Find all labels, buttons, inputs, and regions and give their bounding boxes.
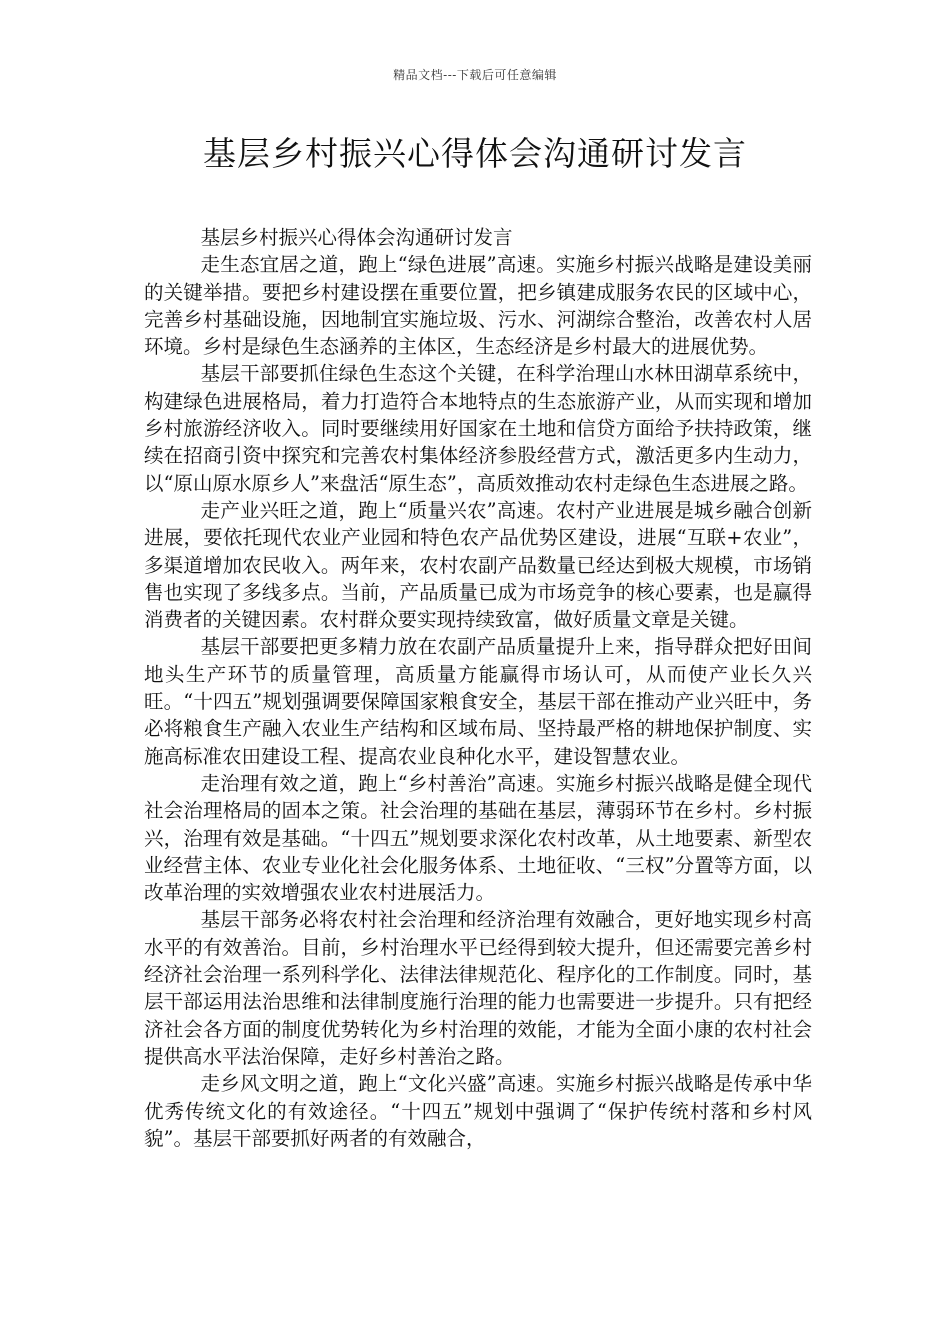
document-title: 基层乡村振兴心得体会沟通研讨发言 xyxy=(203,134,747,173)
document-body xyxy=(144,224,812,1152)
body-paragraph: 基层干部务必将农村社会治理和经济治理有效融合，更好地实现乡村高水平的有效善治。目前，乡村治理水平已经得到较大提升，但还需要完善乡村经济社会治理一系列科学化、法律法律规范化、程序化的工作制度。同时，基层干部运用法治思维和法律制度施行治理的能力也需要进一步提升。只有把经济社会各方面的制度优势转化为乡村治理的效能，才能为全面小康的农村社会提供高水平法治保障，走好乡村善治之路。 xyxy=(144,908,812,1068)
body-paragraph: 走治理有效之道，跑上“乡村善治”高速。实施乡村振兴战略是健全现代社会治理格局的固本之策。社会治理的基础在基层，薄弱环节在乡村。乡村振兴，治理有效是基础。“十四五”规划要求深化农村改革，从土地要素、新型农业经营主体、农业专业化社会化服务体系、土地征收、“三权”分置等方面，以改革治理的实效增强农业农村进展活力。 xyxy=(144,771,812,905)
body-paragraph: 走生态宜居之道，跑上“绿色进展”高速。实施乡村振兴战略是建设美丽的关键举措。要把乡村建设摆在重要位置，把乡镇建成服务农民的区域中心，完善乡村基础设施，因地制宜实施垃圾、污水、河湖综合整治，改善农村人居环境。乡村是绿色生态涵养的主体区，生态经济是乡村最大的进展优势。 xyxy=(144,253,812,359)
page-header-note: 精品文档---下载后可任意编辑 xyxy=(393,68,557,82)
subtitle-paragraph: 基层乡村振兴心得体会沟通研讨发言 xyxy=(200,226,513,249)
body-paragraph: 基层干部要把更多精力放在农副产品质量提升上来，指导群众把好田间地头生产环节的质量管理，高质量方能赢得市场认可，从而使产业长久兴旺。“十四五”规划强调要保障国家粮食安全，基层干部在推动产业兴旺中，务必将粮食生产融入农业生产结构和区域布局、坚持最严格的耕地保护制度、实施高标准农田建设工程、提高农业良种化水平，建设智慧农业。 xyxy=(144,635,812,768)
body-paragraph: 走乡风文明之道，跑上“文化兴盛”高速。实施乡村振兴战略是传承中华优秀传统文化的有效途径。“十四五”规划中强调了“保护传统村落和乡村风貌”。基层干部要抓好两者的有效融合， xyxy=(144,1072,812,1150)
body-paragraph: 走产业兴旺之道，跑上“质量兴农”高速。农村产业进展是城乡融合创新进展，要依托现代农业产业园和特色农产品优势区建设，进展“互联+农业”，多渠道增加农民收入。两年来，农村农副产品数量已经达到极大规模，市场销售也实现了多线多点。当前，产品质量已成为市场竞争的核心要素，也是赢得消费者的关键因素。农村群众要实现持续致富，做好质量文章是关键。 xyxy=(144,498,812,632)
body-paragraph: 基层干部要抓住绿色生态这个关键，在科学治理山水林田湖草系统中，构建绿色进展格局，着力打造符合本地特点的生态旅游产业，从而实现和增加乡村旅游经济收入。同时要继续用好国家在土地和信贷方面给予扶持政策，继续在招商引资中探究和完善农村集体经济参股经营方式，激活更多内生动力，以“原山原水原乡人”来盘活“原生态”，高质效推动农村走绿色生态进展之路。 xyxy=(144,362,812,495)
